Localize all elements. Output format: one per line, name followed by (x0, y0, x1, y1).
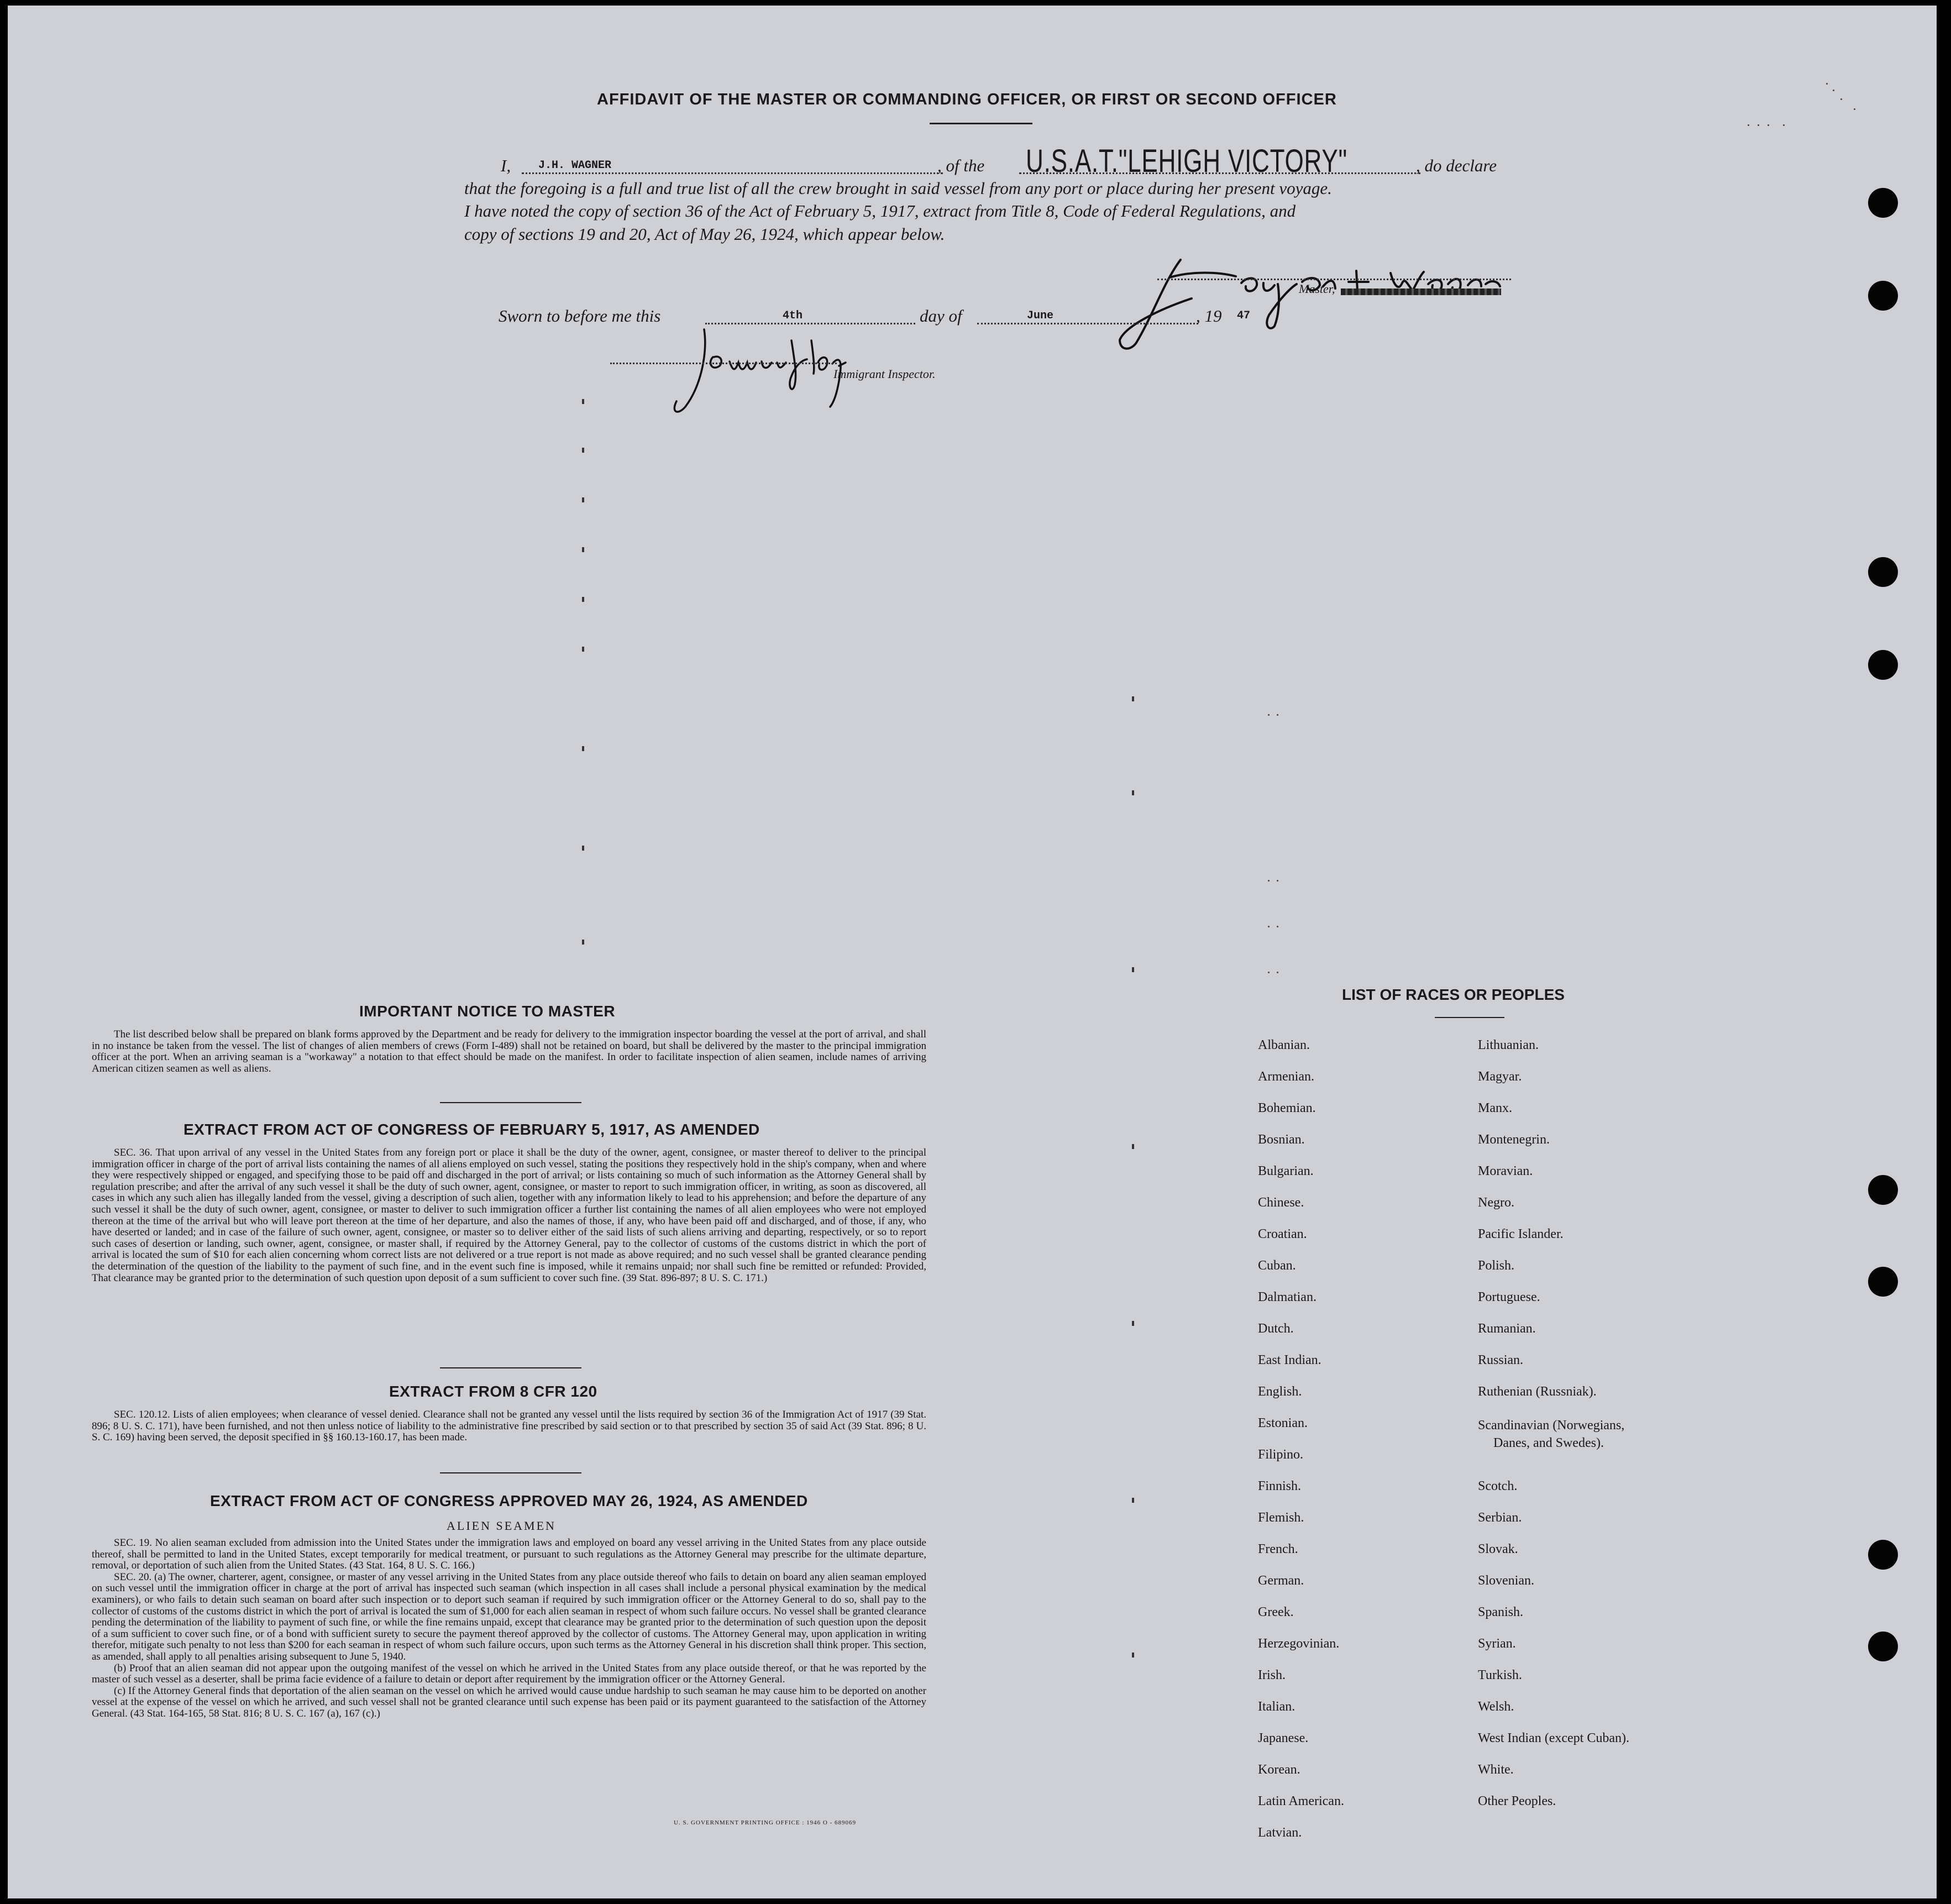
race-item: Lithuanian. (1478, 1038, 1539, 1052)
race-item: Irish. (1258, 1668, 1286, 1682)
scan-mark (582, 846, 584, 851)
scan-mark (1748, 124, 1749, 126)
extract-cfr-heading: EXTRACT FROM 8 CFR 120 (389, 1383, 597, 1400)
race-item: Bohemian. (1258, 1101, 1316, 1115)
punch-hole (1868, 650, 1898, 680)
scan-mark (1277, 880, 1278, 882)
race-item: Japanese. (1258, 1731, 1309, 1745)
race-item: Latin American. (1258, 1794, 1344, 1808)
scan-mark (1268, 880, 1270, 882)
sworn-year: 47 (1237, 310, 1251, 322)
scan-mark (1783, 124, 1785, 126)
do-declare-label: , do declare (1416, 156, 1497, 175)
notice-paragraph: The list described below shall be prepared on blank forms approved by the Department and be ready for delivery to the immigration inspector boarding the vessel at the port of arrival, and shall in no instance be taken from the vessel. The list of changes of alien members of crews (Form I-489) shall not be retained on board, but shall be delivered by the master to the principal immigration officer at the port. When an arriving seaman is a "workaway" a notation to that effect should be made on the manifest. In order to facilitate inspection of alien seamen, include names of arriving American citizen seamen as well as aliens. (92, 1029, 926, 1074)
race-item: Montenegrin. (1478, 1132, 1550, 1147)
race-item: Bosnian. (1258, 1132, 1305, 1147)
punch-hole (1868, 1175, 1898, 1205)
race-item: Croatian. (1258, 1227, 1307, 1241)
scan-mark (1132, 967, 1134, 972)
race-item: Finnish. (1258, 1479, 1302, 1493)
race-item: Spanish. (1478, 1605, 1524, 1619)
race-item: Slovenian. (1478, 1573, 1534, 1588)
scan-mark (582, 647, 584, 652)
scan-mark (1277, 926, 1278, 927)
race-item: Estonian. (1258, 1416, 1308, 1430)
affidavit-line-3: I have noted the copy of section 36 of the Act of February 5, 1917, extract from Title 8, Code of Federal Regulations, and (464, 201, 1296, 221)
scan-mark (1768, 124, 1769, 126)
punch-hole (1868, 1632, 1898, 1661)
scan-mark (1268, 926, 1270, 927)
race-item: French. (1258, 1542, 1298, 1556)
punch-hole (1868, 1540, 1898, 1570)
race-item: German. (1258, 1573, 1304, 1588)
scan-mark (582, 399, 584, 404)
races-heading: LIST OF RACES OR PEOPLES (1342, 986, 1565, 1003)
section-divider (440, 1367, 581, 1368)
race-item: Danes, and Swedes). (1493, 1436, 1604, 1450)
day-of-label: day of (920, 306, 962, 326)
scan-mark (1132, 1321, 1134, 1326)
section-divider (440, 1472, 581, 1473)
race-item: English. (1258, 1384, 1302, 1399)
race-item: Armenian. (1258, 1069, 1314, 1084)
notice-text (92, 1029, 926, 1074)
scan-mark (1277, 972, 1278, 973)
race-item: Slovak. (1478, 1542, 1518, 1556)
sec-120-12-paragraph: SEC. 120.12. Lists of alien employees; when clearance of vessel denied. Clearance shall not be granted any vessel until the lists required by section 36 of the Immigration Act of 1917 (39 Stat. 896; 8 U. S. C. 171), have been furnished, and not then unless notice of liability to the administrative fine prescribed by said section or to that prescribed by section 35 of said Act (39 Stat. 896; 8 U. S. C. 169) having been served, the deposit specified in §§ 160.13-160.17, has been made. (92, 1409, 926, 1444)
extract-cfr-text (92, 1409, 926, 1444)
race-item: Flemish. (1258, 1510, 1304, 1525)
printer-imprint: U. S. GOVERNMENT PRINTING OFFICE : 1946 O - 689069 (674, 1819, 857, 1826)
affidavit-title: AFFIDAVIT OF THE MASTER OR COMMANDING OFFICER, OR FIRST OR SECOND OFFICER (597, 91, 1337, 108)
race-item: Russian. (1478, 1353, 1524, 1367)
race-item: Scandinavian (Norwegians, (1478, 1418, 1625, 1433)
race-item: Bulgarian. (1258, 1164, 1314, 1178)
of-the-label: , of the (937, 156, 985, 175)
race-item: Italian. (1258, 1700, 1296, 1714)
extract-1917-text (92, 1147, 926, 1284)
sworn-day: 4th (783, 310, 803, 322)
race-item: Polish. (1478, 1258, 1515, 1273)
affidavit-line-2: that the foregoing is a full and true list of all the crew brought in said vessel from any port or place during her present voyage. (464, 179, 1332, 198)
extract-1924-heading: EXTRACT FROM ACT OF CONGRESS APPROVED MAY 26, 1924, AS AMENDED (210, 1492, 808, 1509)
race-item: Latvian. (1258, 1826, 1302, 1840)
scan-mark (1854, 108, 1855, 110)
master-signature (1114, 238, 1501, 356)
scan-mark (1840, 98, 1842, 100)
sworn-month: June (1027, 310, 1054, 322)
sec-20b-paragraph: (b) Proof that an alien seaman did not appear upon the outgoing manifest of the vessel on which he arrived in the United States from any place outside thereof, or that he was reported by the master of such vessel as a deserter, shall be prima facie evidence of a failure to detain or deport after requirement by the immigration officer or the Attorney General. (92, 1662, 926, 1686)
race-item: Manx. (1478, 1101, 1512, 1115)
extract-1917-heading: EXTRACT FROM ACT OF CONGRESS OF FEBRUARY 5, 1917, AS AMENDED (183, 1121, 760, 1138)
scan-mark (1268, 972, 1270, 973)
race-item: Other Peoples. (1478, 1794, 1556, 1808)
scan-mark (582, 597, 584, 602)
name-blank (522, 172, 943, 174)
master-name: J.H. WAGNER (538, 159, 612, 172)
sec-19-paragraph: SEC. 19. No alien seaman excluded from admission into the United States under the immigration laws and employed on board any vessel arriving in the United States from any place outside thereof, shall be permitted to land in the United States, except temporarily for medical treatment, or pursuant to such regulations as the Attorney General may prescribe for the ultimate departure, removal, or deportation of such alien from the United States. (43 Stat. 164, 8 U. S. C. 166.) (92, 1537, 926, 1572)
race-item: Scotch. (1478, 1479, 1518, 1493)
scan-mark (1132, 696, 1134, 701)
race-item: Greek. (1258, 1605, 1294, 1619)
race-item: Dutch. (1258, 1321, 1294, 1336)
race-item: Rumanian. (1478, 1321, 1536, 1336)
notice-heading: IMPORTANT NOTICE TO MASTER (359, 1003, 616, 1020)
scan-mark (582, 448, 584, 453)
race-item: Ruthenian (Russniak). (1478, 1384, 1597, 1399)
race-item: Magyar. (1478, 1069, 1522, 1084)
punch-hole (1868, 188, 1898, 218)
race-item: Negro. (1478, 1195, 1514, 1210)
struck-title (1341, 289, 1501, 295)
race-item: Cuban. (1258, 1258, 1296, 1273)
vessel-name: U.S.A.T."LEHIGH VICTORY" (1026, 143, 1347, 179)
punch-hole (1868, 1267, 1898, 1297)
races-divider (1435, 1017, 1504, 1018)
section-divider (440, 1102, 581, 1103)
scan-mark (582, 547, 584, 552)
affidavit-line-4: copy of sections 19 and 20, Act of May 26, 1924, which appear below. (464, 224, 945, 244)
scan-mark (1132, 1498, 1134, 1503)
race-item: Herzegovinian. (1258, 1637, 1340, 1651)
signature-blank (1157, 279, 1511, 280)
scan-mark (1268, 714, 1270, 716)
month-blank (977, 323, 1198, 324)
affidavit-i: I, (501, 156, 511, 175)
alien-seamen-subheading: ALIEN SEAMEN (447, 1519, 556, 1533)
race-item: Moravian. (1478, 1164, 1533, 1178)
scan-mark (582, 746, 584, 751)
scan-mark (582, 497, 584, 502)
punch-hole (1868, 281, 1898, 311)
race-item: Chinese. (1258, 1195, 1304, 1210)
race-item: West Indian (except Cuban). (1478, 1731, 1629, 1745)
race-item: Pacific Islander. (1478, 1227, 1564, 1241)
scan-mark (582, 940, 584, 945)
scan-mark (1833, 90, 1834, 91)
scan-mark (1132, 1653, 1134, 1658)
scan-mark (1758, 124, 1759, 126)
scan-mark (1277, 714, 1278, 716)
race-item: Syrian. (1478, 1637, 1516, 1651)
scan-mark (1132, 1144, 1134, 1149)
extract-1924-text (92, 1538, 926, 1720)
race-item: Turkish. (1478, 1668, 1522, 1682)
race-item: Korean. (1258, 1763, 1300, 1777)
race-item: Filipino. (1258, 1447, 1304, 1462)
race-item: Portuguese. (1478, 1290, 1540, 1304)
scan-mark (1132, 790, 1134, 795)
master-label: Master, (1299, 282, 1335, 296)
scan-mark (1826, 83, 1828, 85)
race-item: Dalmatian. (1258, 1290, 1317, 1304)
year-prefix: , 19 (1196, 306, 1222, 326)
title-divider (930, 123, 1032, 124)
race-item: East Indian. (1258, 1353, 1321, 1367)
inspector-label: Immigrant Inspector. (833, 367, 936, 381)
sec-36-paragraph: SEC. 36. That upon arrival of any vessel in the United States from any foreign port or place it shall be the duty of the owner, agent, consignee, or master thereof to deliver to the principal immigration officer in charge of the port of arrival lists containing the names of all aliens employed on such vessel, stating the positions they respectively hold in the ship's company, when and where they were respectively shipped or engaged, and specifying those to be paid off and discharged in the port of arrival; or lists containing so much of such information as the Attorney General shall by regulation prescribe; and after the arrival of any such vessel it shall be the duty of such owner, agent, consignee, or master to report to such immigration officer, in writing, as soon as discovered, all cases in which any such alien has illegally landed from the vessel, giving a description of such alien, together with any information likely to lead to his apprehension; and before the departure of any such vessel it shall be the duty of such owner, agent, consignee, or master to deliver to such immigration officer a further list containing the names of all alien employees who were not employed thereon at the time of the arrival but who will leave port thereon at the time of her departure, and also the names of those, if any, who have been paid off and discharged, and of those, if any, who have deserted or landed; and in case of the failure of such owner, agent, consignee, or master so to deliver either of the said lists of such aliens arriving and departing, respectively, or so to report such cases of desertion or landing, such owner, agent, consignee, or master shall, if required by the Attorney General, pay to the collector of customs of the customs district in which the port of arrival is located the sum of $10 for each alien concerning whom correct lists are not delivered or a true report is not made as above required; and no such vessel shall be granted clearance pending the determination of the question of the liability to the payment of such fine, and in the event such fine is imposed, while it remains unpaid; nor shall such fine be remitted or refunded: Provided, That clearance may be granted prior to the determination of such question upon deposit of a sum sufficient to cover such fine. (39 Stat. 896-897; 8 U. S. C. 171.) (92, 1147, 926, 1284)
sec-20c-paragraph: (c) If the Attorney General finds that deportation of the alien seaman on the vessel on which he arrived would cause undue hardship to such seaman he may cause him to be deported on another vessel at the expense of the vessel on which he arrived, and such vessel shall not be granted clearance until such expense has been paid or its payment guaranteed to the satisfaction of the Attorney General. (43 Stat. 164-165, 58 Stat. 816; 8 U. S. C. 167 (a), 167 (c).) (92, 1685, 926, 1719)
inspector-blank (610, 363, 837, 364)
race-item: White. (1478, 1763, 1514, 1777)
race-item: Serbian. (1478, 1510, 1522, 1525)
race-item: Welsh. (1478, 1700, 1514, 1714)
document-page (8, 6, 1937, 1898)
punch-hole (1868, 557, 1898, 587)
sworn-label: Sworn to before me this (499, 306, 661, 326)
race-item: Albanian. (1258, 1038, 1310, 1052)
sec-20a-paragraph: SEC. 20. (a) The owner, charterer, agent, consignee, or master of any vessel arriving in the United States from any place outside thereof who fails to detain on board any alien seaman employed on such vessel until the immigration officer in charge at the port of arrival has inspected such seaman (which inspection in all cases shall include a personal physical examination by the medical examiners), or who fails to detain such seaman on board after such inspection or to deport such seaman if required by such immigration officer or the Attorney General to do so, shall pay to the collector of customs of the customs district in which the port of arrival is located the sum of $1,000 for each alien seaman in respect of whom such failure occurs. No vessel shall be granted clearance pending the determination of the liability to payment of such fine, or while the fine remains unpaid, except that clearance may be granted prior to the determination of such question upon the deposit of a sum sufficient to cover such fine, or of a bond with sufficient surety to secure the payment thereof approved by the collector of customs. The Attorney General may, upon application in writing therefor, mitigate such penalty to not less than $200 for each seaman in respect of whom such failure occurs, upon such terms as the Attorney General in his discretion shall think proper. This section, as amended, shall apply to all penalties arising subsequent to June 5, 1940. (92, 1571, 926, 1662)
